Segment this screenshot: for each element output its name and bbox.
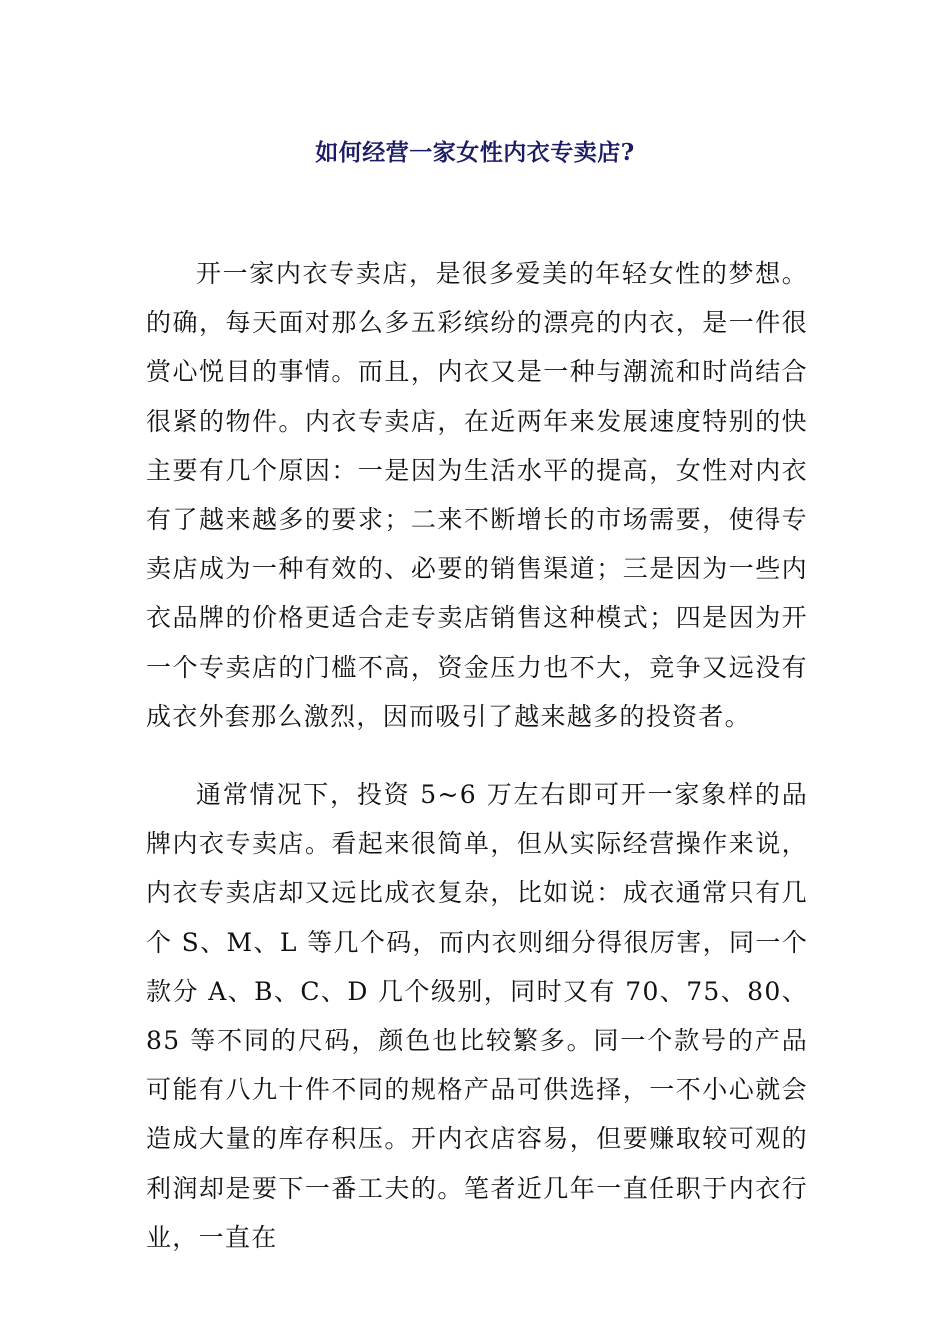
paragraph-1: 开一家内衣专卖店，是很多爱美的年轻女性的梦想。的确，每天面对那么多五彩缤纷的漂亮的内衣，是一件很赏心悦目的事情。而且，内衣又是一种与潮流和时尚结合很紧的物件。内衣专卖店，在近两年来发展速度特别的快主要有几个原因：一是因为生活水平的提高，女性对内衣有了越来越多的要求；二来不断增长的市场需要，使得专卖店成为一种有效的、必要的销售渠道；三是因为一些内衣品牌的价格更适合走专卖店销售这种模式；四是因为开一个专卖店的门槛不高，资金压力也不大，竞争又远没有成衣外套那么激烈，因而吸引了越来越多的投资者。: [146, 259, 808, 731]
paragraph-2: 通常情况下，投资 5~6 万左右即可开一家象样的品牌内衣专卖店。看起来很简单，但从实际经营操作来说，内衣专卖店却又远比成衣复杂，比如说：成衣通常只有几个 S、M、L 等几个码，而内衣则细分得很厉害，同一个款分 A、B、C、D 几个级别，同时又有 70、75、80、85 等不同的尺码，颜色也比较繁多。同一个款号的产品可能有八九十件不同的规格产品可供选择，一不小心就会造成大量的库存积压。开内衣店容易，但要赚取较可观的利润却是要下一番工夫的。笔者近几年一直任职于内衣行业，一直在: [146, 780, 808, 1252]
document-title: 如何经营一家女性内衣专卖店?: [315, 139, 635, 166]
